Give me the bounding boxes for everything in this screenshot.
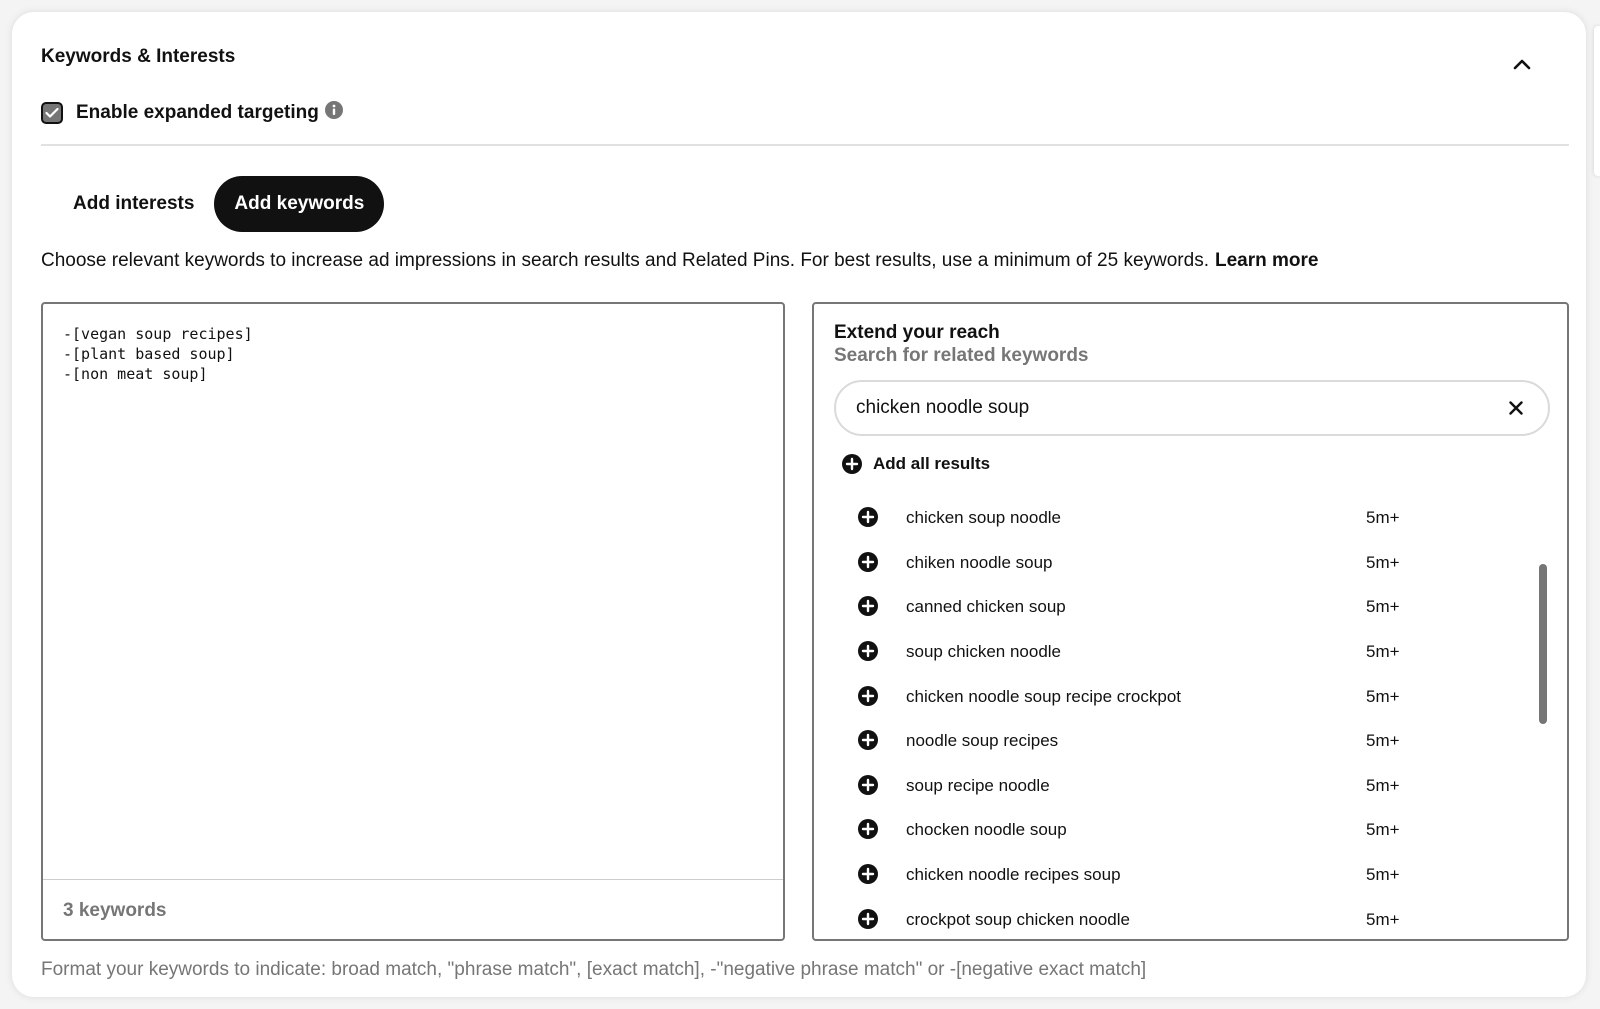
editor-footer-divider — [43, 879, 783, 880]
related-keywords-list — [858, 496, 1478, 941]
keyword-line: -[plant based soup] — [63, 345, 235, 363]
result-row — [858, 496, 1478, 541]
description-text: Choose relevant keywords to increase ad impressions in search results and Related Pins. For best results, use a minimum of 25 keywords. — [41, 250, 1209, 271]
learn-more-link[interactable]: Learn more — [1214, 250, 1319, 271]
result-row — [858, 719, 1478, 764]
add-circle-icon — [858, 730, 878, 750]
result-keyword: chicken noodle recipes soup — [906, 865, 1121, 885]
result-volume: 5m+ — [1366, 820, 1400, 840]
chevron-up-icon — [1513, 58, 1531, 70]
side-panel-edge — [1594, 26, 1600, 176]
result-keyword: crockpot soup chicken noodle — [906, 909, 1130, 929]
add-circle-icon — [858, 641, 878, 661]
keywords-interests-card — [12, 12, 1586, 997]
result-keyword: canned chicken soup — [906, 597, 1066, 617]
add-circle-icon — [858, 686, 878, 706]
add-circle-icon — [858, 507, 878, 527]
result-row — [858, 541, 1478, 586]
result-row — [858, 585, 1478, 630]
info-icon[interactable] — [325, 101, 343, 119]
add-circle-icon — [858, 596, 878, 616]
add-keyword-button[interactable] — [858, 909, 880, 931]
add-circle-icon — [858, 909, 878, 929]
result-row — [858, 674, 1478, 719]
expanded-targeting-label: Enable expanded targeting — [76, 102, 319, 123]
result-keyword: soup recipe noodle — [906, 775, 1050, 795]
result-volume: 5m+ — [1366, 909, 1400, 929]
result-volume: 5m+ — [1366, 552, 1400, 572]
result-keyword: chicken noodle soup recipe crockpot — [906, 686, 1181, 706]
add-circle-icon — [858, 775, 878, 795]
tab-add-interests[interactable]: Add interests — [73, 193, 195, 214]
result-keyword: soup chicken noodle — [906, 642, 1062, 662]
close-icon — [1509, 401, 1523, 415]
add-keyword-button[interactable] — [858, 819, 880, 841]
add-keyword-button[interactable] — [858, 596, 880, 618]
expanded-targeting-checkbox[interactable] — [41, 102, 63, 124]
result-volume: 5m+ — [1366, 731, 1400, 751]
checkmark-icon — [45, 107, 59, 119]
result-volume: 5m+ — [1366, 597, 1400, 617]
add-keyword-button[interactable] — [858, 507, 880, 529]
keyword-count: 3 keywords — [63, 900, 167, 921]
add-all-results-label: Add all results — [873, 454, 991, 473]
add-circle-icon — [858, 819, 878, 839]
add-keyword-button[interactable] — [858, 775, 880, 797]
add-circle-icon — [858, 552, 878, 572]
add-all-results-button[interactable] — [842, 454, 990, 474]
add-keyword-button[interactable] — [858, 730, 880, 752]
add-keyword-button[interactable] — [858, 552, 880, 574]
result-row — [858, 808, 1478, 853]
related-keywords-input[interactable] — [856, 397, 1504, 419]
result-volume: 5m+ — [1366, 775, 1400, 795]
keyword-line: -[vegan soup recipes] — [63, 325, 253, 343]
result-keyword: chocken noodle soup — [906, 820, 1067, 840]
result-keyword: noodle soup recipes — [906, 731, 1059, 751]
result-row — [858, 630, 1478, 675]
keywords-description — [41, 250, 1318, 272]
tab-add-keywords[interactable]: Add keywords — [214, 176, 384, 232]
result-row — [858, 764, 1478, 809]
result-row — [858, 853, 1478, 898]
result-keyword: chicken soup noodle — [906, 508, 1062, 528]
results-scrollbar[interactable] — [1539, 564, 1547, 724]
section-title: Keywords & Interests — [41, 46, 236, 67]
format-hint: Format your keywords to indicate: broad match, "phrase match", [exact match], -"negative phrase match" or -[negative exact match] — [41, 959, 1147, 980]
add-circle-icon — [858, 864, 878, 884]
keywords-textarea[interactable] — [63, 324, 763, 384]
result-volume: 5m+ — [1366, 865, 1400, 885]
result-volume: 5m+ — [1366, 686, 1400, 706]
section-divider — [41, 144, 1569, 146]
add-circle-icon — [842, 454, 862, 474]
result-keyword: chiken noodle soup — [906, 552, 1053, 572]
result-volume: 5m+ — [1366, 642, 1400, 662]
collapse-button[interactable] — [1510, 52, 1534, 76]
add-keyword-button[interactable] — [858, 864, 880, 886]
keyword-line: -[non meat soup] — [63, 365, 208, 383]
result-volume: 5m+ — [1366, 508, 1400, 528]
extend-reach-panel — [812, 302, 1569, 941]
targeting-tabs — [53, 176, 384, 232]
result-row — [858, 897, 1478, 941]
keywords-editor[interactable] — [41, 302, 785, 941]
related-keywords-search — [834, 380, 1550, 436]
clear-search-button[interactable] — [1504, 396, 1528, 420]
add-keyword-button[interactable] — [858, 641, 880, 663]
extend-reach-subtitle: Search for related keywords — [834, 345, 1089, 366]
extend-reach-title: Extend your reach — [834, 322, 1000, 343]
add-keyword-button[interactable] — [858, 686, 880, 708]
expanded-targeting-row — [41, 100, 343, 126]
